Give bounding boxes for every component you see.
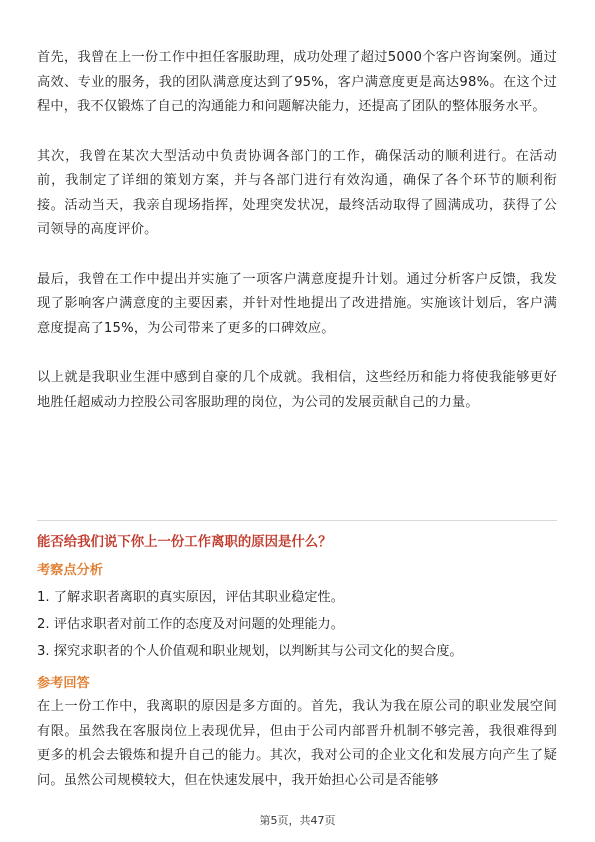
question-title: 能否给我们说下你上一份工作离职的原因是什么？ [37,535,332,550]
paragraph-conclusion: 以上就是我职业生涯中感到自豪的几个成就。我相信，这些经历和能力将使我能够更好地胜任超威动力控股公司客服助理的岗位，为公司的发展贡献自己的力量。 [37,370,557,410]
analysis-list [37,584,557,665]
answer-continuation [37,46,557,415]
answer-heading: 参考回答 [37,676,90,691]
question-section [37,532,557,793]
analysis-point: 3. 探究求职者的个人价值观和职业规划，以判断其与公司文化的契合度。 [37,644,463,659]
paragraph-second: 其次，我曾在某次大型活动中负责协调各部门的工作，确保活动的顺利进行。在活动前，我制定了详细的策划方案，并与各部门进行有效沟通，确保了各个环节的顺利衔接。活动当天，我亲自现场指挥，处理突发状况，最终活动取得了圆满成功，获得了公司领导的高度评价。 [37,148,557,237]
paragraph-third: 最后，我曾在工作中提出并实施了一项客户满意度提升计划。通过分析客户反馈，我发现了影响客户满意度的主要因素，并针对性地提出了改进措施。实施该计划后，客户满意度提高了15%，为公司带来了更多的口碑效应。 [37,271,557,336]
page-number: 第5页，共47页 [259,814,336,827]
paragraph-first: 首先，我曾在上一份工作中担任客服助理，成功处理了超过5000个客户咨询案例。通过高效、专业的服务，我的团队满意度达到了95%，客户满意度更是高达98%。在这个过程中，我不仅锻炼了自己的沟通能力和问题解决能力，还提高了团队的整体服务水平。 [37,50,557,114]
answer-text: 在上一份工作中，我离职的原因是多方面的。首先，我认为我在原公司的职业发展空间有限。虽然我在客服岗位上表现优异，但由于公司内部晋升机制不够完善，我很难得到更多的机会去锻炼和提升自己的能力。其次，我对公司的企业文化和发展方向产生了疑问。虽然公司规模较大，但在快速发展中，我开始担心公司是否能够 [37,699,557,788]
section-divider [37,520,557,521]
analysis-heading: 考察点分析 [37,563,103,578]
analysis-point: 1. 了解求职者离职的真实原因，评估其职业稳定性。 [37,590,344,605]
analysis-point: 2. 评估求职者对前工作的态度及对问题的处理能力。 [37,617,344,632]
